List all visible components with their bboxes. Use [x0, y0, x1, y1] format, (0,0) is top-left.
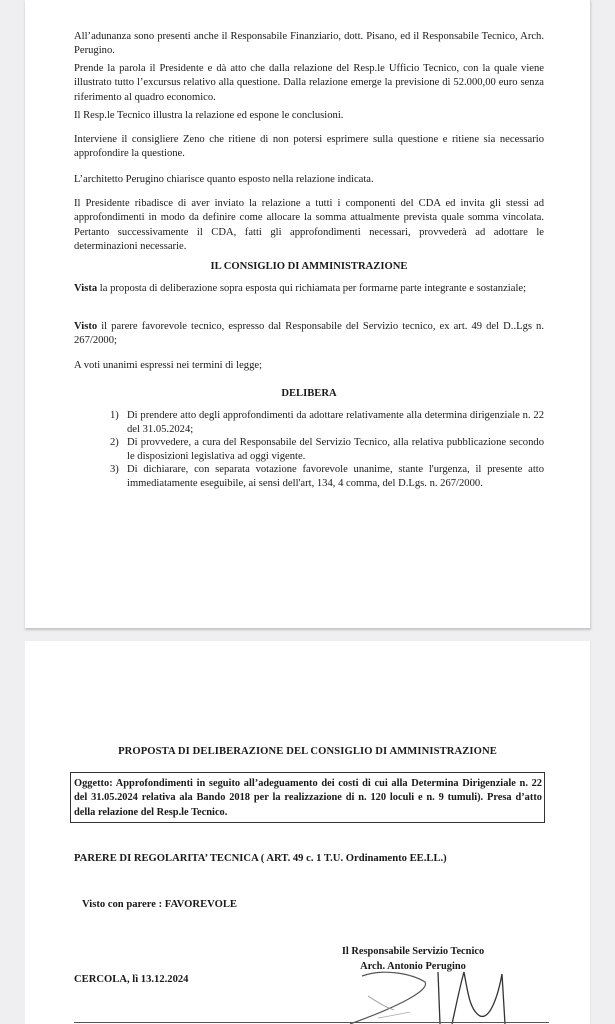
- proposal-title: PROPOSTA DI DELIBERAZIONE DEL CONSIGLIO DI AMMINISTRAZIONE: [118, 746, 497, 757]
- delibera-heading: DELIBERA: [281, 388, 337, 399]
- delibera-item: 3) Di dichiarare, con separata votazione favorevole unanime, stante l'urgenza, il presente atto immediatamente eseguibile, ai sensi dell'art, 134, 4 comma, del D.Lgs. n. 267/2000.: [110, 464, 544, 489]
- technical-opinion-heading: PARERE DI REGOLARITA’ TECNICA ( ART. 49 c. 1 T.U. Ordinamento EE.LL.): [74, 853, 447, 864]
- bottom-rule: [74, 1022, 549, 1023]
- visto-label: Visto: [74, 321, 98, 332]
- document-page-2: [25, 641, 591, 1024]
- paragraph-resp-tecnico: Il Resp.le Tecnico illustra la relazione ed espone le conclusioni.: [74, 110, 344, 121]
- delibera-item: 2) Di provvedere, a cura del Responsabile del Servizio Tecnico, alla relativa pubblicazione secondo le disposizioni legislativa ad oggi vigente.: [110, 437, 544, 462]
- signatory-role: Il Responsabile Servizio Tecnico: [341, 946, 485, 957]
- paragraph-vista: [74, 282, 544, 296]
- paragraph-voti: A voti unanimi espressi nei termini di legge;: [74, 360, 263, 371]
- paragraph-president-reiterates: Il Presidente ribadisce di aver inviato la relazione a tutti i componenti del CDA ed invita gli stessi ad approfondimenti in modo da definire come allocare la somma attualmente prevista quale somma vincolata. Pertanto successivamente il CDA, fatti gli approfondimenti necessari, provvederà ad adottare le determinazioni necessarie.: [74, 198, 544, 253]
- vista-label: Vista: [74, 283, 98, 294]
- subject-box: Oggetto: Approfondimenti in seguito all’adeguamento dei costi di cui alla Determina Dirigenziale n. 22 del 31.05.2024 relativa ala Bando 2018 per la realizzazione di n. 120 loculi e n. 9 tumuli). Presa d’atto della relazione del Resp.le Tecnico.: [70, 772, 545, 823]
- paragraph-president: Prende la parola il Presidente e dà atto che dalla relazione del Resp.le Ufficio Tecnico, con la quale viene illustrato tutto l’excursus relativo alla questione. Dalla relazione emerge la previsione di 52.000,00 euro senza riferimento al quadro economico.: [74, 63, 544, 103]
- delibera-item: 1) Di prendere atto degli approfondimenti da adottare relativamente alla determina dirigenziale n. 22 del 31.05.2024;: [110, 410, 544, 435]
- document-page-1: [25, 0, 591, 628]
- paragraph-visto: [74, 320, 544, 349]
- vista-text: la proposta di deliberazione sopra esposta qui richiamata per formarne parte integrante e sostanziale;: [97, 283, 527, 294]
- visto-text: il parere favorevole tecnico, espresso dal Responsabile del Servizio tecnico, ex art. 49 del D..Lgs n. 267/2000;: [74, 321, 544, 347]
- place-and-date: CERCOLA, lì 13.12.2024: [74, 974, 189, 985]
- signatory-name: Arch. Antonio Perugino: [360, 961, 466, 972]
- paragraph-perugino: L’architetto Perugino chiarisce quanto esposto nella relazione indicata.: [74, 174, 374, 185]
- signature-icon: [330, 966, 530, 1024]
- delibera-list: [110, 409, 544, 491]
- council-heading: IL CONSIGLIO DI AMMINISTRAZIONE: [210, 261, 408, 272]
- paragraph-attendance: All’adunanza sono presenti anche il Responsabile Finanziario, dott. Pisano, ed il Responsabile Tecnico, Arch. Perugino.: [74, 31, 544, 57]
- opinion-result: Visto con parere : FAVOREVOLE: [82, 899, 237, 910]
- paragraph-zeno: Interviene il consigliere Zeno che ritiene di non potersi esprimere sulla questione e ritiene sia necessario approfondire la questione.: [74, 134, 544, 160]
